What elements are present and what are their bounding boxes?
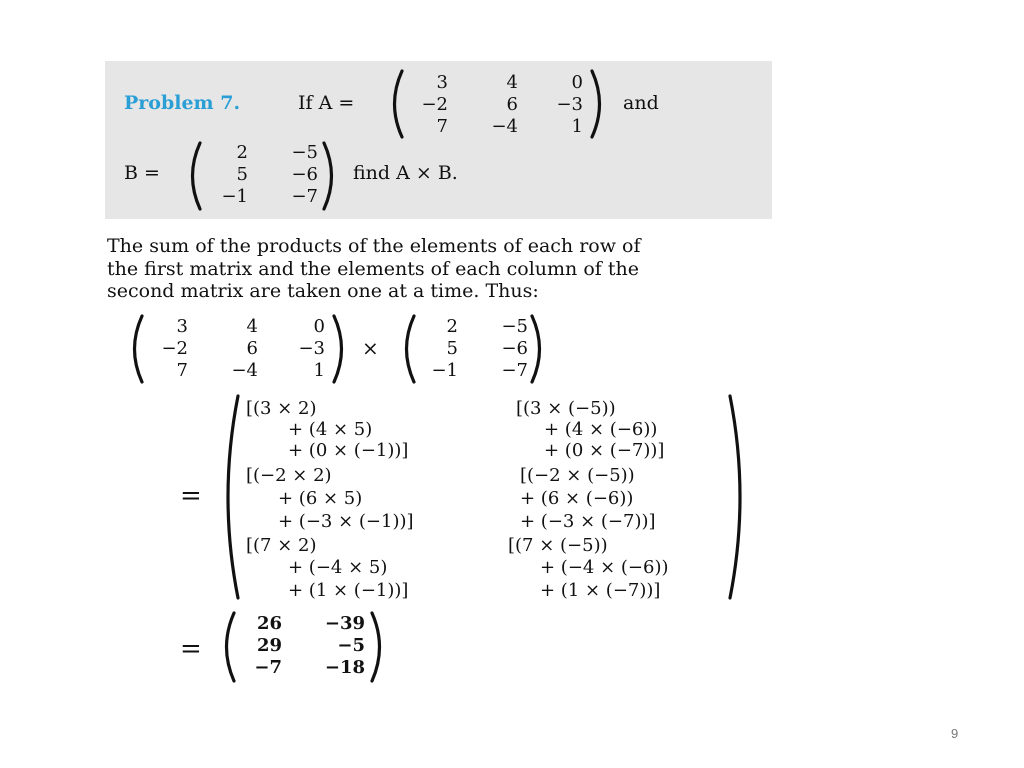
find-label: find A × B. (353, 162, 458, 184)
product-a-cell: 0 (313, 316, 325, 337)
product-a-cell: 1 (313, 360, 325, 381)
matrix-b-cell: −1 (221, 186, 248, 207)
expansion-term: [(3 × 2) (246, 398, 317, 419)
product-a-cell: 6 (246, 338, 258, 359)
product-a-cell: −2 (161, 338, 188, 359)
expansion-term: + (0 × (−7))] (544, 440, 665, 461)
product-b-cell: 5 (446, 338, 458, 359)
result-cell: −7 (254, 657, 282, 678)
expansion-term: + (−4 × (−6)) (540, 557, 669, 578)
result-right-paren (368, 610, 390, 684)
expansion-term: + (6 × (−6)) (520, 488, 634, 509)
expansion-term: [(7 × (−5)) (508, 535, 608, 556)
matrix-b-cell: 5 (236, 164, 248, 185)
product-a-right-paren (330, 313, 352, 385)
matrix-a-cell: −2 (421, 94, 448, 115)
product-a-cell: 7 (176, 360, 188, 381)
if-a-label: If A = (298, 92, 355, 114)
expansion-term: [(3 × (−5)) (516, 398, 616, 419)
matrix-a-cell: −4 (491, 116, 518, 137)
product-b-cell: −6 (501, 338, 528, 359)
expansion-right-paren (726, 392, 752, 602)
matrix-a-cell: 3 (436, 72, 448, 93)
matrix-b-cell: 2 (236, 142, 248, 163)
page-number: 9 (951, 726, 959, 741)
expansion-term: + (6 × 5) (278, 488, 363, 509)
matrix-b-cell: −7 (291, 186, 318, 207)
expansion-term: + (1 × (−7))] (540, 580, 661, 601)
expansion-term: [(−2 × (−5)) (520, 465, 635, 486)
expansion-term: + (1 × (−1))] (288, 580, 409, 601)
matrix-b-right-paren (320, 140, 342, 212)
product-a-cell: 3 (176, 316, 188, 337)
matrix-a-cell: 4 (506, 72, 518, 93)
expansion-term: + (0 × (−1))] (288, 440, 409, 461)
product-a-cell: −4 (231, 360, 258, 381)
equals-sign: = (180, 634, 202, 664)
product-b-cell: −5 (501, 316, 528, 337)
expansion-term: + (4 × (−6)) (544, 419, 658, 440)
product-b-cell: −7 (501, 360, 528, 381)
matrix-b-cell: −6 (291, 164, 318, 185)
matrix-a-right-paren (588, 68, 610, 140)
matrix-b-cell: −5 (291, 142, 318, 163)
explanation-text (107, 235, 641, 303)
product-b-right-paren (528, 313, 550, 385)
product-b-cell: 2 (446, 316, 458, 337)
expansion-term: [(−2 × 2) (246, 465, 332, 486)
matrix-a-cell: 7 (436, 116, 448, 137)
equals-sign: = (180, 481, 202, 511)
explanation-line: the first matrix and the elements of each column of the (107, 257, 639, 280)
product-a-cell: 4 (246, 316, 258, 337)
expansion-term: + (4 × 5) (288, 419, 373, 440)
expansion-left-paren (216, 392, 242, 602)
b-equals-label: B = (124, 162, 160, 184)
result-cell: −5 (337, 635, 365, 656)
matrix-a-cell: 6 (506, 94, 518, 115)
expansion-term: + (−4 × 5) (288, 557, 388, 578)
and-label: and (623, 92, 659, 114)
expansion-term: + (−3 × (−1))] (278, 511, 414, 532)
expansion-term: [(7 × 2) (246, 535, 317, 556)
matrix-a-cell: 1 (571, 116, 583, 137)
product-a-cell: −3 (298, 338, 325, 359)
matrix-a-cell: −3 (556, 94, 583, 115)
explanation-line: second matrix are taken one at a time. Thus: (107, 280, 539, 302)
expansion-term: + (−3 × (−7))] (520, 511, 656, 532)
result-cell: −39 (324, 613, 365, 634)
product-b-cell: −1 (431, 360, 458, 381)
explanation-line: The sum of the products of the elements of each row of (107, 235, 641, 257)
result-cell: 29 (256, 635, 282, 656)
matrix-a-cell: 0 (571, 72, 583, 93)
result-cell: −18 (324, 657, 365, 678)
problem-title: Problem 7. (124, 92, 241, 114)
times-symbol: × (362, 336, 379, 360)
result-cell: 26 (256, 613, 282, 634)
